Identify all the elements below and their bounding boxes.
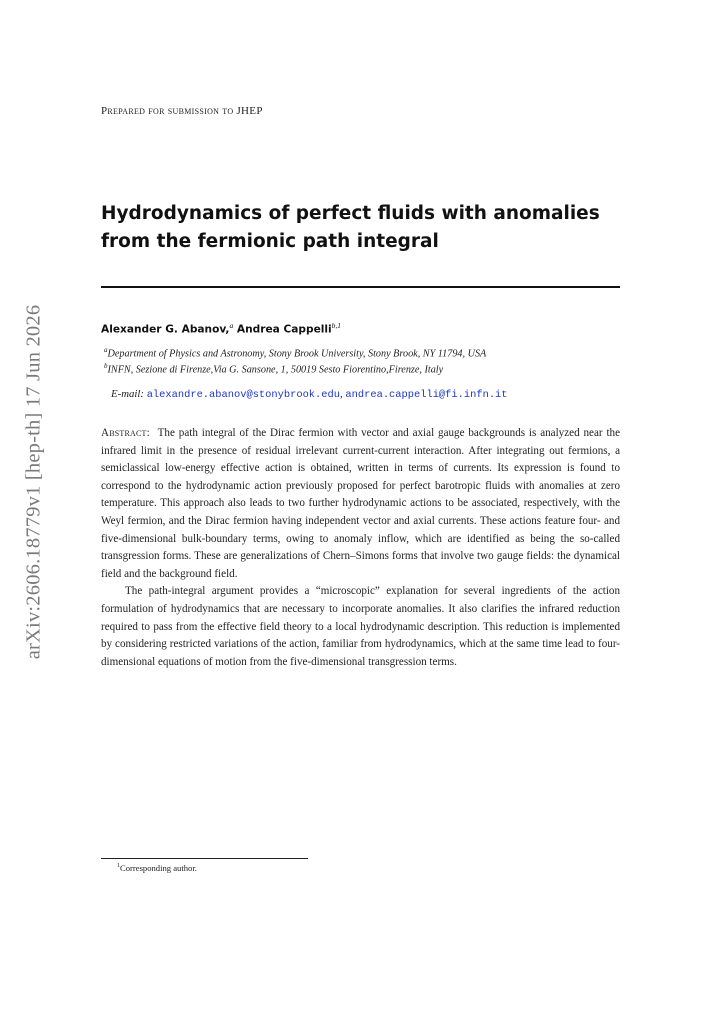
abstract-paragraph [101, 425, 620, 583]
author-list [101, 321, 341, 336]
arxiv-stamp [10, 296, 58, 668]
affiliation-mark: b [104, 362, 108, 370]
footnote-rule [101, 858, 308, 859]
email-link[interactable]: alexandre.abanov@stonybrook.edu [146, 389, 340, 401]
author-name: Alexander G. Abanov, [101, 323, 230, 336]
abstract-heading: Abstract: [101, 427, 150, 439]
abstract-text: The path-integral argument provides a “microscopic” explanation for several ingredients of the action formulation of hydrodynamics that are necessary to incorporate anomalies. It also clarifies the infrared reduction required to pass from the effective field theory to a local hydrodynamic description. This reduction is implemented by considering restricted variations of the action, familiar from hydrodynamics, which at the same time lead to four-dimensional equations of motion from the five-dimensional transgression terms. [101, 585, 620, 668]
footnote [117, 863, 197, 873]
affiliation [104, 346, 486, 359]
affiliation-text: INFN, Sezione di Firenze,Via G. Sansone, 1, 50019 Sesto Fiorentino,Firenze, Italy [107, 364, 444, 376]
submission-note [101, 105, 263, 117]
arxiv-stamp-text: arXiv:2606.18779v1 [hep-th] 17 Jun 2026 [22, 304, 45, 660]
affiliation [104, 362, 443, 375]
abstract-paragraph [101, 583, 620, 671]
email-link[interactable]: andrea.cappelli@fi.infn.it [345, 389, 508, 401]
email-label: E-mail: [111, 388, 144, 400]
submission-note-text: Prepared for submission to JHEP [101, 105, 263, 117]
abstract-text: The path integral of the Dirac fermion with vector and axial gauge backgrounds is analyzed near the infrared limit in the presence of residual irrelevant current-current interaction. After integrating out fermions, a semiclassical low-energy effective action is obtained, written in terms of currents. Its expression is found to correspond to the hydrodynamic action previously proposed for perfect barotropic fluids with anomalies at zero temperature. This approach also leads to two further hydrodynamic actions to be associated, respectively, with the Weyl fermion, and the Dirac fermion having independent vector and axial currents. These actions feature four- and five-dimensional bulk-boundary terms, owing to anomaly inflow, which are identified as being the so-called transgression forms. These are generalizations of Chern–Simons forms that involve two gauge fields: the dynamical field and the background field. [101, 427, 621, 580]
author-mark: b,1 [331, 321, 342, 330]
abstract [101, 425, 620, 671]
author-mark: a [229, 321, 234, 330]
email-separator: , [340, 388, 343, 400]
author-name: Andrea Cappelli [236, 323, 332, 336]
paper-title: Hydrodynamics of perfect fluids with anomalies from the fermionic path integral [101, 203, 600, 252]
affiliation-text: Department of Physics and Astronomy, Stony Brook University, Stony Brook, NY 11794, USA [107, 348, 487, 360]
affiliation-mark: a [104, 346, 108, 354]
email-line [111, 388, 508, 401]
footnote-mark: 1 [117, 863, 120, 870]
footnote-text: Corresponding author. [120, 863, 197, 873]
title-rule [101, 286, 620, 288]
